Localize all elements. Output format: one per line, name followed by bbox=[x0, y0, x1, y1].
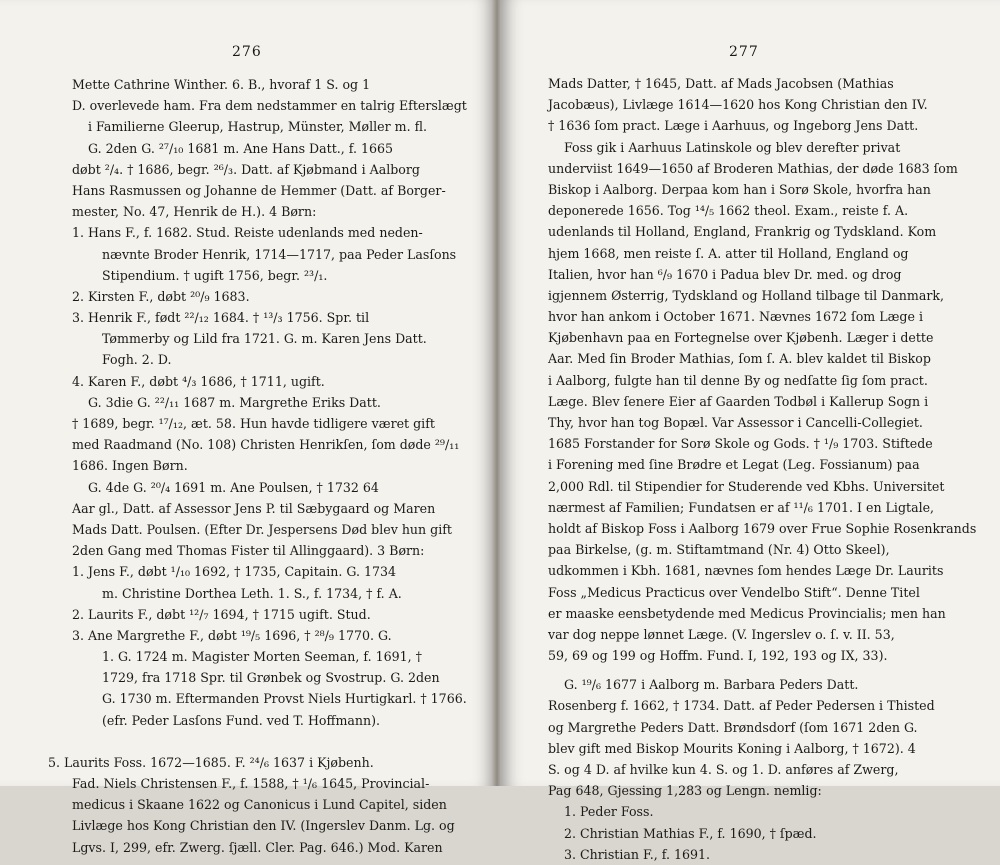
text-line: udenlands til Holland, England, Frankrig og Tydskland. Kom bbox=[548, 224, 937, 240]
text-line: 2,000 Rdl. til Stipendier for Studerende ved Kbhs. Universitet bbox=[548, 478, 945, 494]
text-line: i Aalborg, fulgte han til denne By og nedſatte ſig ſom pract. bbox=[548, 372, 928, 388]
text-line: 4. Karen F., døbt ⁴/₃ 1686, † 1711, ugift. bbox=[72, 373, 325, 389]
bleed-through-left bbox=[0, 0, 26, 786]
text-line: G. 2den G. ²⁷/₁₀ 1681 m. Ane Hans Datt., f. 1665 bbox=[88, 140, 394, 156]
left-page bbox=[0, 0, 496, 855]
text-line: † 1636 ſom pract. Læge i Aarhuus, og Ingeborg Jens Datt. bbox=[548, 118, 919, 134]
text-line: 1. Jens F., døbt ¹/₁₀ 1692, † 1735, Capitain. G. 1734 bbox=[72, 564, 397, 580]
text-line: (efr. Peder Lasſons Fund. ved T. Hoffmann). bbox=[102, 712, 381, 728]
text-line: hvor han ankom i October 1671. Nævnes 1672 ſom Læge i bbox=[548, 309, 923, 325]
text-line: Thy, hvor han tog Bopæl. Var Assessor i Cancelli-Collegiet. bbox=[548, 415, 923, 430]
text-line: og Margrethe Peders Datt. Brøndsdorf (ſom 1671 2den G. bbox=[548, 719, 918, 735]
text-line: 1685 Forstander for Sorø Skole og Gods. † ¹/₉ 1703. Stiftede bbox=[548, 436, 933, 452]
text-line: Hans Rasmussen og Johanne de Hemmer (Datt. af Borger- bbox=[72, 182, 446, 198]
text-line: igjennem Østerrig, Tydskland og Holland tilbage til Danmark, bbox=[548, 287, 944, 303]
left-page-text bbox=[48, 74, 467, 858]
page-number-left: 276 bbox=[232, 44, 262, 60]
text-line: underviist 1649—1650 af Broderen Mathias, der døde 1683 ſom bbox=[548, 160, 958, 176]
text-line: paa Birkelse, (g. m. Stiftamtmand (Nr. 4) Otto Skeel), bbox=[548, 542, 890, 558]
text-line: døbt ²/₄. † 1686, begr. ²⁶/₃. Datt. af Kjøbmand i Aalborg bbox=[72, 161, 420, 177]
text-line: Aar. Med ſin Broder Mathias, ſom ſ. A. blev kaldet til Biskop bbox=[548, 351, 931, 367]
text-line: nærmest af Familien; Fundatsen er af ¹¹/₆ 1701. I en Ligtale, bbox=[548, 499, 935, 515]
paragraph-spacer bbox=[548, 666, 936, 674]
text-line: Foss gik i Aarhuus Latinskole og blev derefter privat bbox=[564, 139, 901, 155]
text-line: Aar gl., Datt. af Assessor Jens P. til Sæbygaard og Maren bbox=[72, 500, 436, 516]
text-line: udkommen i Kbh. 1681, nævnes ſom hendes Læge Dr. Laurits bbox=[548, 563, 944, 579]
text-line: 1686. Ingen Børn. bbox=[72, 458, 188, 474]
text-line: nævnte Broder Henrik, 1714—1717, paa Peder Lasſons bbox=[102, 246, 457, 262]
text-line: 59, 69 og 199 og Hoffm. Fund. I, 192, 193 og IX, 33). bbox=[548, 648, 888, 664]
text-line: Biskop i Aalborg. Derpaa kom han i Sorø Skole, hvorfra han bbox=[548, 181, 931, 197]
text-line: Jacobæus), Livlæge 1614—1620 hos Kong Christian den IV. bbox=[548, 97, 928, 113]
text-line: Foss „Medicus Practicus over Vendelbo Stift“. Denne Titel bbox=[548, 584, 920, 600]
text-line: m. Christine Dorthea Leth. 1. S., f. 1734, † f. A. bbox=[102, 585, 402, 601]
text-line: S. og 4 D. af hvilke kun 4. S. og 1. D. anføres af Zwerg, bbox=[548, 762, 899, 777]
text-line: 3. Ane Margrethe F., døbt ¹⁹/₅ 1696, † ²⁸/₉ 1770. G. bbox=[72, 627, 392, 643]
text-line: 3. Christian F., f. 1691. bbox=[564, 846, 711, 862]
text-line: 1. Hans F., f. 1682. Stud. Reiste udenlands med neden- bbox=[72, 225, 423, 241]
text-line: G. 1730 m. Eftermanden Provst Niels Hurtigkarl. † 1766. bbox=[102, 691, 467, 707]
text-line: medicus i Skaane 1622 og Canonicus i Lund Capitel, siden bbox=[72, 797, 447, 813]
text-line: 2. Kirsten F., døbt ²⁰/₉ 1683. bbox=[72, 288, 250, 304]
text-line: blev gift med Biskop Mourits Koning i Aalborg, † 1672). 4 bbox=[548, 740, 916, 756]
text-line: i Forening med ſine Brødre et Legat (Leg. Fossianum) paa bbox=[548, 457, 920, 473]
text-line: Mette Cathrine Winther. 6. B., hvoraf 1 S. og 1 bbox=[72, 77, 371, 92]
right-page-text bbox=[548, 73, 977, 865]
text-line: D. overlevede ham. Fra dem nedstammer en talrig Efterslægt bbox=[72, 98, 467, 114]
bleed-through-right bbox=[974, 0, 1000, 786]
text-line: Stipendium. † ugift 1756, begr. ²³/₁. bbox=[102, 267, 328, 283]
text-line: Kjøbenhavn paa en Fortegnelse over Kjøbenh. Læger i dette bbox=[548, 330, 934, 346]
text-line: † 1689, begr. ¹⁷/₁₂, æt. 58. Hun havde tidligere været gift bbox=[72, 416, 435, 431]
text-line: Italien, hvor han ⁶/₉ 1670 i Padua blev Dr. med. og drog bbox=[548, 266, 902, 282]
page-number-right: 277 bbox=[729, 44, 759, 60]
text-line: 3. Henrik F., født ²²/₁₂ 1684. † ¹³/₃ 1756. Spr. til bbox=[72, 310, 370, 326]
text-line: var dog neppe lønnet Læge. (V. Ingerslev o. ſ. v. II. 53, bbox=[548, 626, 895, 642]
text-line: 2. Laurits F., døbt ¹²/₇ 1694, † 1715 ugift. Stud. bbox=[72, 606, 371, 622]
paragraph-spacer bbox=[72, 731, 456, 752]
text-line: Lgvs. I, 299, efr. Zwerg. ſjæll. Cler. Pag. 646.) Mod. Karen bbox=[72, 839, 443, 855]
text-line: G. 3die G. ²²/₁₁ 1687 m. Margrethe Eriks Datt. bbox=[88, 394, 381, 410]
text-line: Livlæge hos Kong Christian den IV. (Ingerslev Danm. Lg. og bbox=[72, 818, 455, 834]
text-line: hjem 1668, men reiste ſ. A. atter til Holland, England og bbox=[548, 245, 909, 261]
text-line: Fad. Niels Christensen F., f. 1588, † ¹/₆ 1645, Provincial- bbox=[72, 776, 430, 791]
text-line: Mads Datter, † 1645, Datt. af Mads Jacobsen (Mathias bbox=[548, 76, 894, 91]
text-line: med Raadmand (No. 108) Christen Henrikſen, ſom døde ²⁹/₁₁ bbox=[72, 437, 460, 453]
text-line: Mads Datt. Poulsen. (Efter Dr. Jespersens Død blev hun gift bbox=[72, 521, 452, 537]
text-line: Rosenberg f. 1662, † 1734. Datt. af Peder Pedersen i Thisted bbox=[548, 698, 935, 714]
text-line: deponerede 1656. Tog ¹⁴/₅ 1662 theol. Exam., reiste f. A. bbox=[548, 203, 909, 219]
text-line: mester, No. 47, Henrik de H.). 4 Børn: bbox=[72, 204, 317, 220]
entry-heading-line: 5. Laurits Foss. 1672—1685. F. ²⁴/₆ 1637 i Kjøbenh. bbox=[48, 754, 374, 770]
text-line: er maaske eensbetydende med Medicus Provincialis; men han bbox=[548, 605, 946, 621]
text-line: Pag 648, Gjessing 1,283 og Lengn. nemlig: bbox=[548, 783, 822, 799]
text-line: G. 4de G. ²⁰/₄ 1691 m. Ane Poulsen, † 1732 64 bbox=[88, 479, 379, 495]
text-line: 1729, fra 1718 Spr. til Grønbek og Svostrup. G. 2den bbox=[102, 670, 440, 686]
text-line: 2. Christian Mathias F., f. 1690, † ſpæd. bbox=[564, 825, 817, 841]
text-line: 1. Peder Foss. bbox=[564, 804, 654, 820]
text-line: i Familierne Gleerup, Hastrup, Münster, Møller m. fl. bbox=[88, 119, 427, 135]
right-page bbox=[500, 0, 1000, 862]
text-line: Fogh. 2. D. bbox=[102, 352, 172, 368]
text-line: 1. G. 1724 m. Magister Morten Seeman, f. 1691, † bbox=[102, 649, 422, 665]
text-line: holdt af Biskop Foss i Aalborg 1679 over Frue Sophie Rosenkrands bbox=[548, 520, 977, 536]
text-line: 2den Gang med Thomas Fister til Allinggaard). 3 Børn: bbox=[72, 543, 425, 559]
text-line: Tømmerby og Lild fra 1721. G. m. Karen Jens Datt. bbox=[102, 331, 427, 347]
text-line: G. ¹⁹/₆ 1677 i Aalborg m. Barbara Peders Datt. bbox=[564, 677, 859, 693]
text-line: Læge. Blev ſenere Eier af Gaarden Todbøl i Kallerup Sogn i bbox=[548, 393, 929, 409]
